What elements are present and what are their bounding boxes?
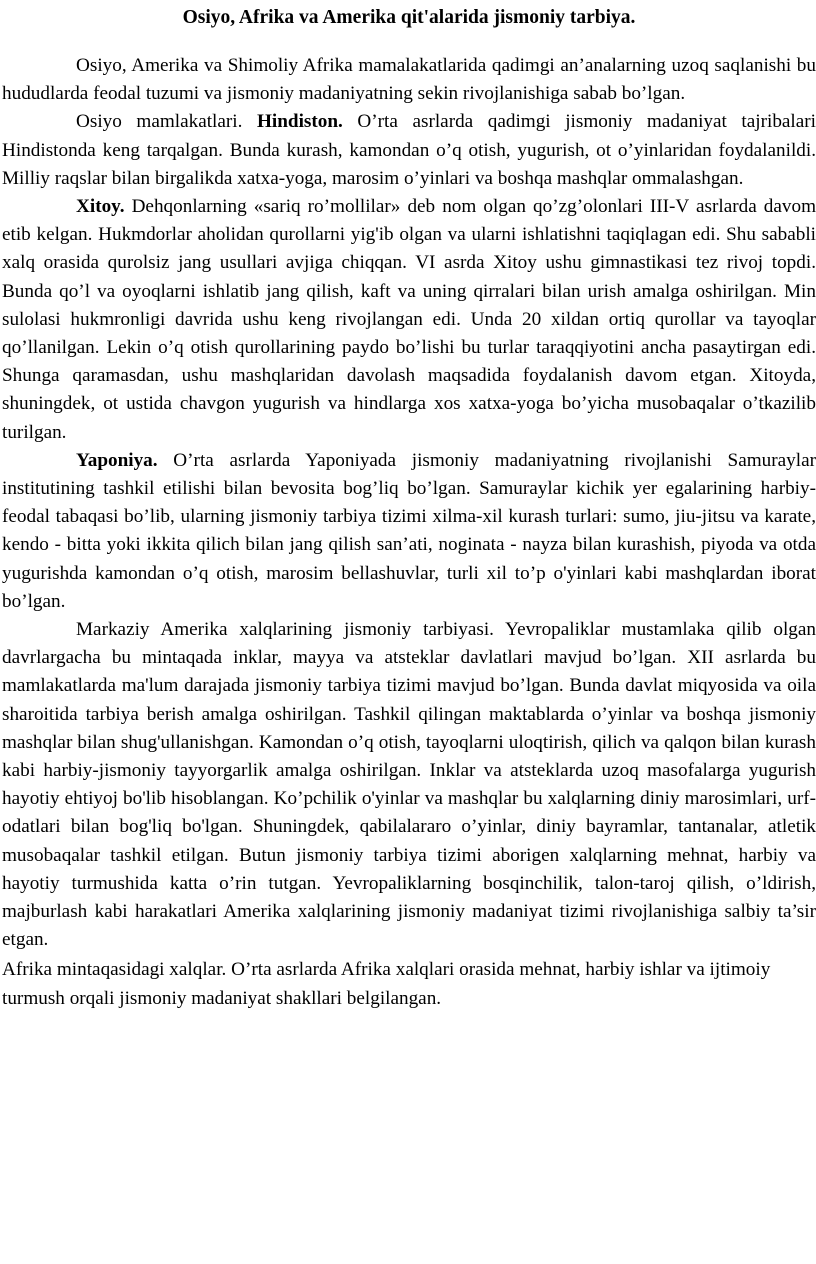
japan-body-text: O’rta asrlarda Yaponiyada jismoniy madaniyatning rivojlanishi Samuraylar institutining tashkil etilishi bilan bevosita bog’liq bo’lgan. Samuraylar kichik yer egalarining harbiy-feodal tabaqasi bo’lib, ularning jismoniy tarbiya tizimi xilma-xil kurash turlari: sumo, jiu-jitsu va karate, kendo - bitta yoki ikkita qilich bilan jang qilish san’ati, noginata - nayza bilan kurashish, piyoda va otda yugurishda kamondan o’q otish, marosim bellashuvlar, turli xil to’p o'yinlari kabi mashqlardan iborat bo’lgan.	[2, 449, 816, 612]
paragraph-africa: Afrika mintaqasidagi xalqlar. O’rta asrlarda Afrika xalqlari orasida mehnat, harbiy ishlar va ijtimoiy turmush orqali jismoniy madaniyat shakllari belgilangan.	[2, 958, 771, 1009]
india-heading: Hindiston.	[257, 111, 343, 133]
india-body-text: O’rta asrlarda qadimgi jismoniy madaniyat tajribalari Hindistonda keng tarqalgan. Bunda kurash, kamondan o’q otish, yugurish, ot o’yinlaridan foydalanildi. Milliy raqslar bilan birgalikda xatxa-yoga, marosim o’yinlari va boshqa mashqlar ommalashgan.	[2, 111, 816, 189]
paragraph-japan	[2, 447, 816, 616]
japan-heading: Yaponiya.	[76, 449, 158, 471]
china-heading: Xitoy.	[76, 196, 125, 218]
paragraph-intro: Osiyo, Amerika va Shimoliy Afrika mamalakatlarida qadimgi an’analarning uzoq saqlanishi bu hududlarda feodal tuzumi va jismoniy madaniyatning sekin rivojlanishiga sabab bo’lgan.	[2, 55, 816, 105]
paragraph-america: Markaziy Amerika xalqlarining jismoniy tarbiyasi. Yevropaliklar mustamlaka qilib olgan davrlargacha bu mintaqada inklar, mayya va atsteklar davlatlari mavjud bo’lgan. XII asrlarda bu mamlakatlarda ma'lum darajada jismoniy tarbiya tizimi mavjud bo’lgan. Bunda davlat miqyosida va oila sharoitida tarbiya berish amalga oshirilgan. Tashkil qilingan maktablarda o’yinlar va boshqa jismoniy mashqlar bilan shug'ullanishgan. Kamondan o’q otish, tayoqlarni uloqtirish, qilich va qalqon bilan kurash kabi harbiy-jismoniy tayyorgarlik amalga oshirilgan. Inklar va atsteklarda uzoq masofalarga yugurish hayotiy ehtiyoj bo'lib hisoblangan. Ko’pchilik o'yinlar va mashqlar bu xalqlarning diniy marosimlari, urf-odatlari bilan bog'liq bo'lgan. Shuningdek, qabilalararo o’yinlar, diniy bayramlar, tantanalar, atletik musobaqalar tashkil etilgan. Butun jismoniy tarbiya tizimi aborigen xalqlarning mehnat, harbiy va hayotiy turmushida katta o’rin tutgan. Yevropaliklarning bosqinchilik, talon-taroj qilish, o’ldirish, majburlash kabi harakatlari Amerika xalqlarining jismoniy madaniyat tizimi rivojlanishiga salbiy ta’sir etgan.	[2, 619, 816, 951]
india-lead-text: Osiyo mamlakatlari.	[76, 111, 257, 133]
china-body-text: Dehqonlarning «sariq ro’mollilar» deb nom olgan qo’zg’olonlari III-V asrlarda davom etib kelgan. Hukmdorlar aholidan qurollarni yig'ib olgan va ularni ishlatishni taqiqlagan edi. Shu sababli xalq orasida qurolsiz jang usullari avjiga chiqqan. VI asrda Xitoy ushu gimnastikasi tez rivoj topdi. Bunda qo’l va oyoqlarni ishlatib jang qilish, kaft va uning qirralari bilan urish amalga oshirilgan. Min sulolasi hukmronligi davrida ushu keng rivojlangan edi. Unda 20 xildan ortiq qurollar va tayoqlar qo’llanilgan. Lekin o’q otish qurollarining paydo bo’lishi bu turlar taraqqiyotini ancha pasaytirgan edi. Shunga qaramasdan, ushu mashqlaridan davolash maqsadida foydalanish davom etgan. Xitoyda, shuningdek, ot ustida chavgon yugurish va hindlarga xos xatxa-yoga bo’yicha musobaqalar o’tkazilib turilgan.	[2, 196, 816, 443]
paragraph-india	[2, 108, 816, 193]
document-title: Osiyo, Afrika va Amerika qit'alarida jismoniy tarbiya.	[182, 7, 636, 28]
paragraph-china	[2, 193, 816, 447]
